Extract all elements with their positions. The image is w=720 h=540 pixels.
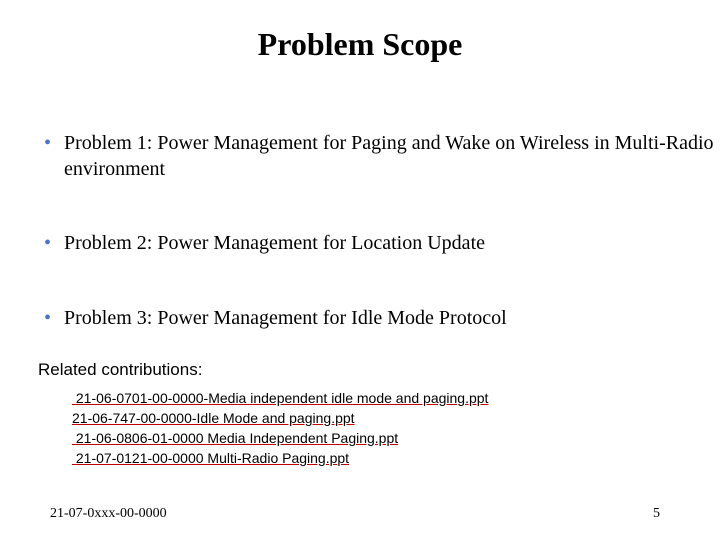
contribution-link[interactable]: 21-06-0701-00-0000-Media independent idle mode and paging.ppt xyxy=(72,390,489,406)
page-number: 5 xyxy=(653,506,660,521)
footer-document-id: 21-07-0xxx-00-0000 xyxy=(50,506,167,521)
bullet-text: Problem 2: Power Management for Location Update xyxy=(64,232,485,254)
bullet-text: Problem 1: Power Management for Paging and Wake on Wireless in Multi-Radio environment xyxy=(64,132,714,180)
bullet-item xyxy=(44,305,714,331)
bullet-item xyxy=(44,230,714,256)
related-contributions-heading: Related contributions: xyxy=(38,360,203,379)
bullet-marker: • xyxy=(44,307,52,329)
bullet-marker: • xyxy=(44,232,52,254)
bullet-item xyxy=(44,130,714,182)
contribution-link[interactable]: 21-06-0806-01-0000 Media Independent Paging.ppt xyxy=(72,430,399,446)
slide-title: Problem Scope xyxy=(257,26,463,62)
bullet-marker: • xyxy=(44,132,52,154)
bullet-text: Problem 3: Power Management for Idle Mode Protocol xyxy=(64,307,507,329)
contribution-link[interactable]: 21-06-747-00-0000-Idle Mode and paging.ppt xyxy=(72,410,355,426)
related-contributions-list xyxy=(72,388,488,468)
contribution-link[interactable]: 21-07-0121-00-0000 Multi-Radio Paging.ppt xyxy=(72,450,350,466)
